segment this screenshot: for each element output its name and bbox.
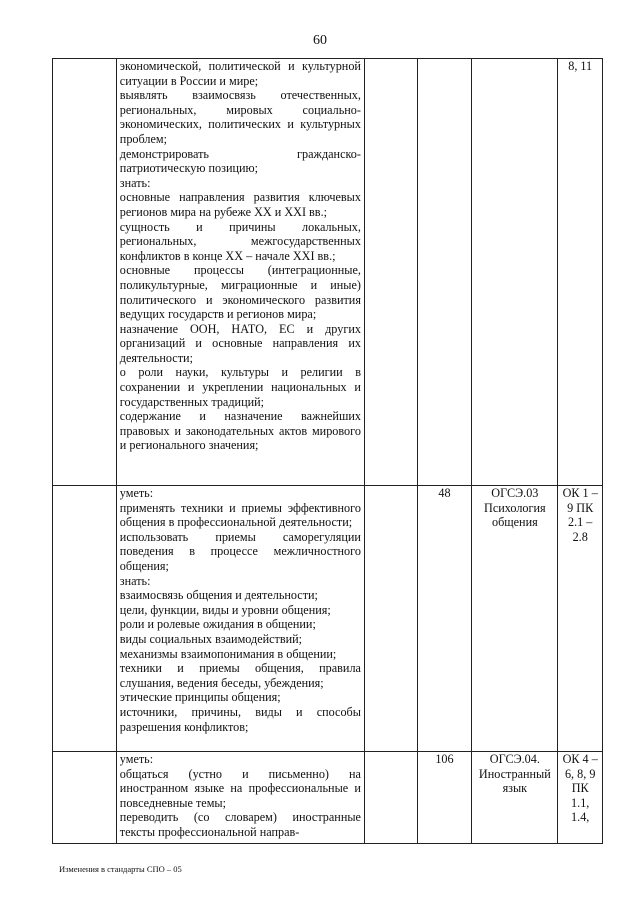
requirement-line: уметь: [119,752,154,766]
requirement-line: этические принципы общения; [119,690,281,705]
cell-competences: 8, 11 [558,59,603,486]
requirement-line: цели, функции, виды и уровни общения; [119,602,331,617]
cell-hours: 106 [417,752,472,844]
requirement-line: механизмы взаимопонимания в общении; [119,646,337,661]
requirement-line: основные процессы (интеграционные, поликультурные, миграционные и иные) политического и экономического развития ведущих государств и регионов мира; [119,263,361,322]
table-row [53,486,603,752]
requirement-line: экономической, политической и культурной ситуации в России и мире; [119,59,361,88]
cell-competences: ОК 1 – 9 ПК 2.1 – 2.8 [558,486,603,752]
requirement-line: знать: [119,573,151,588]
requirement-line: общаться (устно и письменно) на иностранном языке на профессиональные и повседневные темы; [119,766,361,810]
cell-hours-max [364,752,417,844]
requirement-line: использовать приемы саморегуляции поведения в процессе межличностного общения; [119,529,361,573]
requirement-line: о роли науки, культуры и религии в сохранении и укреплении национальных и государственных традиций; [119,365,361,409]
footer-note: Изменения в стандарты СПО – 05 [59,864,182,874]
requirement-line: переводить (со словарем) иностранные тексты профессиональной направ- [119,810,361,839]
requirement-line: сущность и причины локальных, региональных, межгосударственных конфликтов в конце XX – начале XXI вв.; [119,219,361,263]
page-number: 60 [313,33,327,48]
requirement-line: виды социальных взаимодействий; [119,631,303,646]
requirement-line: содержание и назначение важнейших правовых и законодательных актов мирового и регионального значения; [119,409,361,453]
requirement-line: источники, причины, виды и способы разрешения конфликтов; [119,704,361,734]
cell-index [53,752,117,844]
requirement-line: техники и приемы общения, правила слушания, ведения беседы, убеждения; [119,661,361,690]
requirement-line: знать: [119,175,151,190]
cell-discipline [472,59,558,486]
cell-hours-max [364,486,417,752]
cell-hours [417,59,472,486]
requirement-line: уметь: [119,486,154,500]
cell-requirements [116,752,364,844]
table-row [53,752,603,844]
requirement-line: демонстрировать гражданско-патриотическую позицию; [119,146,361,176]
curriculum-table [52,58,603,844]
cell-requirements [116,59,364,486]
requirement-line: взаимосвязь общения и деятельности; [119,588,318,603]
cell-competences: ОК 4 – 6, 8, 9 ПК 1.1, 1.4, [558,752,603,844]
cell-index [53,486,117,752]
requirement-line: применять техники и приемы эффективного общения в профессиональной деятельности; [119,500,361,530]
cell-discipline: ОГСЭ.03 Психология общения [472,486,558,752]
requirement-line: выявлять взаимосвязь отечественных, региональных, мировых социально-экономических, политических и культурных проблем; [119,88,361,146]
cell-hours: 48 [417,486,472,752]
cell-index [53,59,117,486]
cell-hours-max [364,59,417,486]
requirement-line: основные направления развития ключевых регионов мира на рубеже XX и XXI вв.; [119,190,361,219]
table-row [53,59,603,486]
requirement-line: роли и ролевые ожидания в общении; [119,617,316,632]
requirement-line: назначение ООН, НАТО, ЕС и других организаций и основные направления их деятельности; [119,321,361,365]
cell-discipline: ОГСЭ.04. Иностранный язык [472,752,558,844]
cell-requirements [116,486,364,752]
